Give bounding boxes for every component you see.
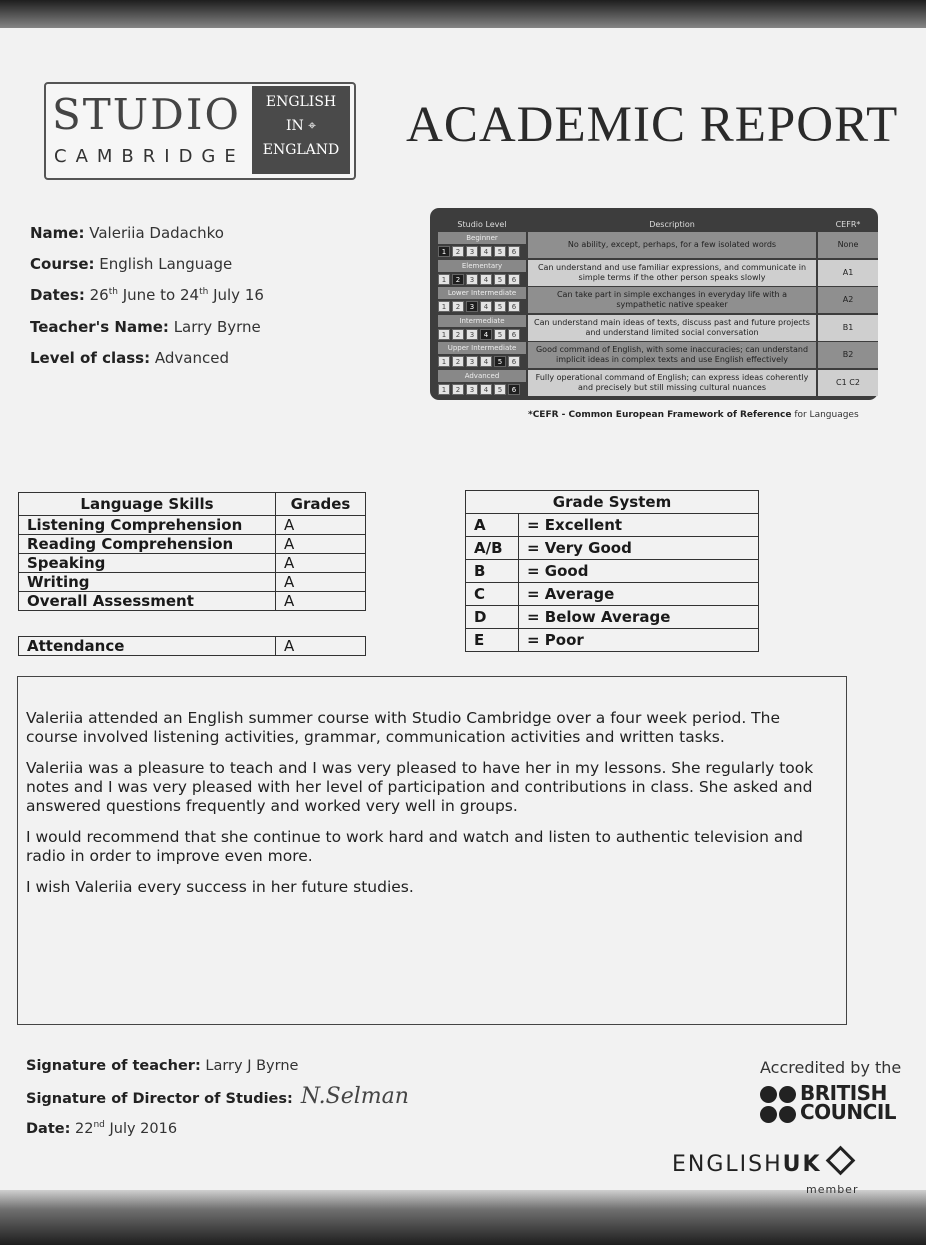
date-start-month: June to: [117, 286, 180, 304]
level-name: Beginner: [438, 232, 526, 244]
skill-grade: A: [276, 516, 366, 535]
level-step-box: 2: [452, 329, 464, 340]
level-description: Can understand main ideas of texts, discuss past and future projects and understand limited social conversation: [528, 315, 816, 341]
level-description: Fully operational command of English; can express ideas coherently and precisely but still missing cultural nuances: [528, 370, 816, 396]
date-label: Date:: [26, 1120, 71, 1137]
level-step-box: 4: [480, 301, 492, 312]
level-step-boxes: [438, 356, 526, 368]
level-header-studio: Studio Level: [457, 220, 507, 229]
level-step-box: 1: [438, 384, 450, 395]
attendance-grade: A: [276, 637, 366, 656]
bottom-paper-edge: [0, 1190, 926, 1245]
level-step-box: 6: [508, 274, 520, 285]
level-row: [438, 260, 870, 287]
council-text: COUNCIL: [800, 1100, 897, 1124]
level-description: No ability, except, perhaps, for a few isolated words: [528, 232, 816, 258]
student-dates: [30, 286, 264, 304]
logo-in-line: [252, 114, 350, 138]
name-label: Name:: [30, 224, 85, 242]
studio-cambridge-logo: [44, 82, 356, 180]
teacher-label: Teacher's Name:: [30, 318, 169, 336]
table-row: [466, 514, 759, 537]
attendance-label: Attendance: [19, 637, 276, 656]
table-row: [466, 606, 759, 629]
level-step-box: 2: [452, 384, 464, 395]
grade-system-table: [465, 490, 759, 652]
grade-letter: E: [466, 629, 519, 652]
teacher-value: Larry Byrne: [173, 318, 261, 336]
british-council-wordmark: [800, 1081, 897, 1124]
skill-name: Overall Assessment: [19, 592, 276, 611]
level-step-boxes: [438, 329, 526, 341]
date-rest: July 2016: [104, 1120, 178, 1137]
cefr-footnote: [528, 410, 859, 420]
level-step-box: 1: [438, 246, 450, 257]
grade-letter: C: [466, 583, 519, 606]
level-step-box: 1: [438, 356, 450, 367]
grade-meaning: = Below Average: [519, 606, 759, 629]
level-name: Lower Intermediate: [438, 287, 526, 299]
language-skills-table: [18, 492, 366, 611]
english-uk-logo: [672, 1150, 851, 1177]
grade-letter: A: [466, 514, 519, 537]
level-step-box: 3: [466, 384, 478, 395]
report-date: [26, 1120, 177, 1137]
teacher-name: [30, 318, 261, 336]
date-start-suffix: th: [108, 287, 118, 297]
table-row: [466, 560, 759, 583]
accredited-text: Accredited by the: [760, 1058, 902, 1077]
level-description: Can take part in simple exchanges in everyday life with a sympathetic native speaker: [528, 287, 816, 313]
english-uk-english: ENGLISH: [672, 1152, 783, 1177]
page-title: ACADEMIC REPORT: [406, 97, 899, 153]
logo-studio: STUDIO: [52, 90, 241, 139]
grade-meaning: = Excellent: [519, 514, 759, 537]
level-name: Intermediate: [438, 315, 526, 327]
teacher-signature-label: Signature of teacher:: [26, 1058, 201, 1074]
table-row: [466, 583, 759, 606]
british-text: BRITISH: [800, 1081, 887, 1105]
level-row: [438, 287, 870, 314]
logo-england: ENGLAND: [262, 142, 340, 158]
date-end-day: 24: [179, 286, 200, 304]
level-step-box: 3: [466, 274, 478, 285]
level-step-boxes: [438, 301, 526, 313]
date-suffix: nd: [93, 1120, 105, 1130]
date-start-day: 26: [89, 286, 109, 304]
course-value: English Language: [99, 255, 233, 273]
level-description: Can understand and use familiar expressions, and communicate in simple terms if the other person speaks slowly: [528, 260, 816, 286]
date-end-month: July 16: [208, 286, 264, 304]
cefr-footnote-strong: *CEFR - Common European Framework of Reference: [528, 410, 792, 420]
level-step-box: 5: [494, 384, 506, 395]
level-step-box: 6: [508, 301, 520, 312]
level-description: Good command of English, with some inaccuracies; can understand implicit ideas in complex texts and use English effectively: [528, 342, 816, 368]
student-name: [30, 224, 224, 242]
grade-letter: B: [466, 560, 519, 583]
level-step-box: 5: [494, 329, 506, 340]
level-step-box: 4: [480, 329, 492, 340]
level-step-box: 2: [452, 356, 464, 367]
grade-meaning: = Very Good: [519, 537, 759, 560]
dates-label: Dates:: [30, 286, 85, 304]
level-step-boxes: [438, 384, 526, 396]
level-step-box: 5: [494, 356, 506, 367]
level-step-box: 1: [438, 274, 450, 285]
globe-icon: ⌖: [308, 118, 317, 134]
teacher-signature-value: Larry J Byrne: [205, 1058, 299, 1074]
level-step-box: 4: [480, 274, 492, 285]
level-cefr: C1 C2: [818, 370, 878, 396]
level-step-box: 5: [494, 301, 506, 312]
grade-letter: A/B: [466, 537, 519, 560]
teacher-comments-box: [17, 676, 847, 1025]
skill-grade: A: [276, 554, 366, 573]
level-step-box: 3: [466, 356, 478, 367]
level-row: [438, 370, 870, 397]
skills-header-row: [19, 493, 366, 516]
level-step-box: 2: [452, 246, 464, 257]
studio-level-table: [430, 208, 878, 400]
attendance-table: [18, 636, 366, 656]
skill-name: Listening Comprehension: [19, 516, 276, 535]
comment-paragraph: Valeriia attended an English summer course with Studio Cambridge over a four week period. The course involved listening activities, grammar, communication activities and written tasks.: [26, 709, 780, 746]
level-step-boxes: [438, 274, 526, 286]
level-label: Level of class:: [30, 349, 151, 367]
level-row: [438, 232, 870, 259]
grade-system-title: Grade System: [466, 491, 759, 514]
skill-name: Writing: [19, 573, 276, 592]
level-row: [438, 315, 870, 342]
table-row: [466, 629, 759, 652]
cefr-footnote-rest: for Languages: [791, 410, 859, 420]
teacher-signature: [26, 1058, 298, 1074]
table-row: [19, 535, 366, 554]
level-step-box: 4: [480, 384, 492, 395]
skill-grade: A: [276, 573, 366, 592]
level-step-box: 3: [466, 301, 478, 312]
level-step-box: 6: [508, 356, 520, 367]
level-step-box: 6: [508, 246, 520, 257]
level-cefr: A1: [818, 260, 878, 286]
course-label: Course:: [30, 255, 95, 273]
level-step-box: 3: [466, 329, 478, 340]
table-row: [19, 592, 366, 611]
director-signature: [26, 1084, 409, 1109]
logo-cambridge: CAMBRIDGE: [54, 146, 245, 167]
level-step-box: 4: [480, 356, 492, 367]
british-council-dots-icon: [760, 1086, 800, 1126]
british-council-logo: [760, 1081, 900, 1128]
level-step-box: 1: [438, 329, 450, 340]
director-signature-label: Signature of Director of Studies:: [26, 1091, 293, 1107]
skills-header-skill: Language Skills: [19, 493, 276, 516]
skill-name: Reading Comprehension: [19, 535, 276, 554]
level-step-box: 2: [452, 274, 464, 285]
level-cefr: None: [818, 232, 878, 258]
student-course: [30, 255, 232, 273]
logo-english: ENGLISH: [265, 94, 337, 110]
table-row: [19, 516, 366, 535]
skill-grade: A: [276, 535, 366, 554]
english-uk-uk: UK: [782, 1152, 822, 1177]
date-end-suffix: th: [199, 287, 209, 297]
level-header-cefr: CEFR*: [835, 220, 861, 229]
level-step-box: 3: [466, 246, 478, 257]
skill-name: Speaking: [19, 554, 276, 573]
report-sheet: [0, 28, 926, 1218]
level-of-class: [30, 349, 229, 367]
grade-meaning: = Good: [519, 560, 759, 583]
level-name: Advanced: [438, 370, 526, 382]
level-step-box: 5: [494, 246, 506, 257]
diamond-icon: [825, 1146, 855, 1176]
level-step-box: 5: [494, 274, 506, 285]
skills-header-grade: Grades: [276, 493, 366, 516]
grade-meaning: = Poor: [519, 629, 759, 652]
grade-system-header: [466, 491, 759, 514]
table-row: [19, 554, 366, 573]
comment-paragraph: Valeriia was a pleasure to teach and I was very pleased to have her in my lessons. She regularly took notes and I was very pleased with her level of participation and contributions in class. She asked and answered questions frequently and worked very well in groups.: [26, 759, 814, 815]
logo-in: IN: [285, 118, 304, 134]
table-row: [466, 537, 759, 560]
comment-paragraph: I wish Valeriia every success in her future studies.: [26, 878, 414, 896]
table-row: [19, 637, 366, 656]
level-name: Elementary: [438, 260, 526, 272]
level-cefr: A2: [818, 287, 878, 313]
grade-meaning: = Average: [519, 583, 759, 606]
grade-letter: D: [466, 606, 519, 629]
logo-english-in-england: [252, 86, 350, 174]
table-row: [19, 573, 366, 592]
level-step-boxes: [438, 246, 526, 258]
level-cefr: B2: [818, 342, 878, 368]
level-step-box: 4: [480, 246, 492, 257]
level-value: Advanced: [154, 349, 229, 367]
level-step-box: 6: [508, 329, 520, 340]
director-handwritten-signature: N.Selman: [300, 1084, 409, 1109]
level-step-box: 2: [452, 301, 464, 312]
name-value: Valeriia Dadachko: [89, 224, 224, 242]
level-step-box: 6: [508, 384, 520, 395]
skill-grade: A: [276, 592, 366, 611]
level-header-description: Description: [649, 220, 695, 229]
date-day: 22: [75, 1120, 94, 1137]
english-uk-member: member: [806, 1183, 859, 1196]
level-name: Upper Intermediate: [438, 342, 526, 354]
comment-paragraph: I would recommend that she continue to work hard and watch and listen to authentic television and radio in order to improve even more.: [26, 828, 804, 865]
level-step-box: 1: [438, 301, 450, 312]
level-row: [438, 342, 870, 369]
level-cefr: B1: [818, 315, 878, 341]
